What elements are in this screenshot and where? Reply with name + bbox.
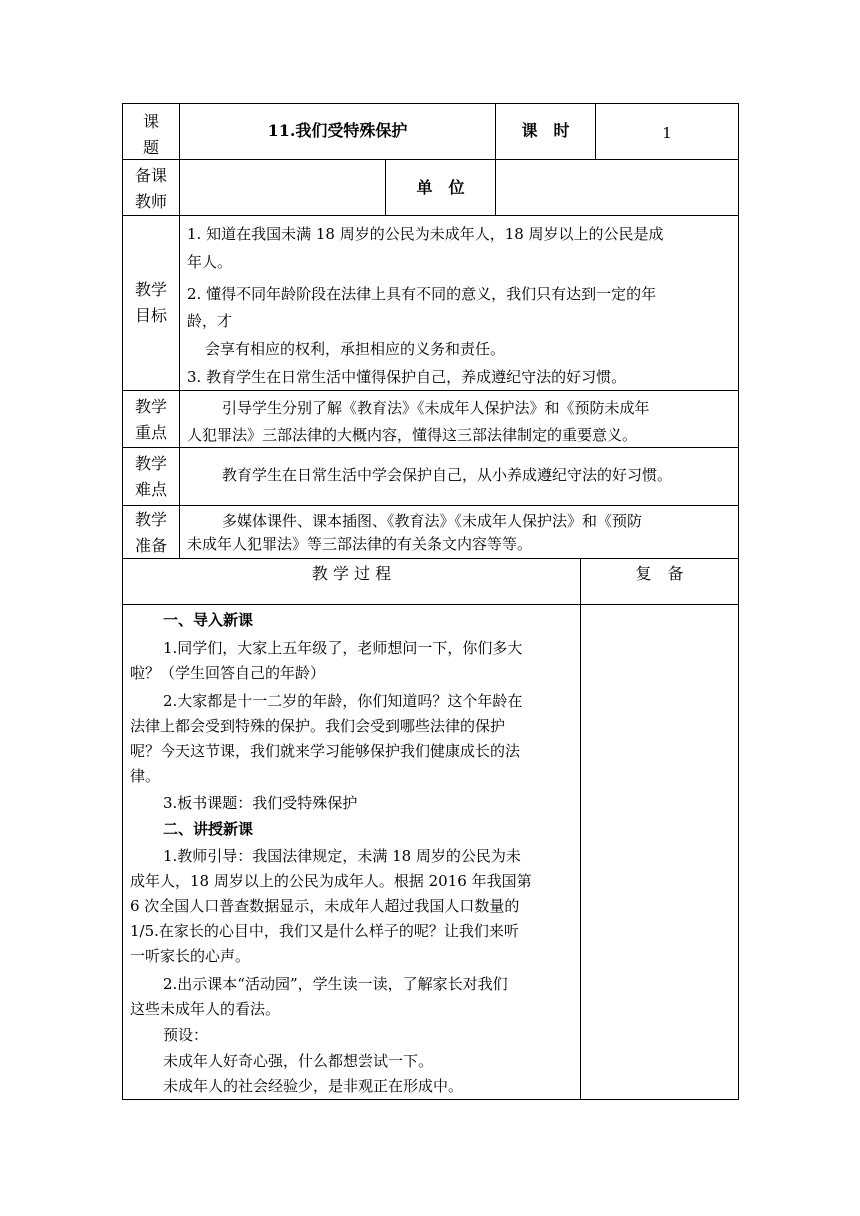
process-line: 6 次全国人口普查数据显示，未成年人超过我国人口数量的 <box>130 897 520 915</box>
key-points-line: 人犯罪法》三部法律的大概内容，懂得这三部法律制定的重要意义。 <box>187 426 638 444</box>
teacher-label <box>123 163 179 215</box>
goals-line: 3. 教育学生在日常生活中懂得保护自己，养成遵纪守法的好习惯。 <box>187 368 627 386</box>
process-line: 啦？（学生回答自己的年龄） <box>130 664 326 682</box>
process-line: 1/5.在家长的心目中，我们又是什么样子的呢？让我们来听 <box>130 922 519 940</box>
preparation-line: 多媒体课件、课本插图、《教育法》《未成年人保护法》和《预防 <box>222 512 643 530</box>
table-border-top <box>122 103 739 104</box>
preparation-label <box>123 507 179 559</box>
row-divider <box>122 215 739 216</box>
process-line: 1.同学们，大家上五年级了，老师想问一下，你们多大 <box>163 639 523 657</box>
difficulties-label-line1: 教学 <box>134 454 167 473</box>
process-line: 这些未成年人的看法。 <box>130 1000 281 1018</box>
table-border-right <box>738 103 739 1100</box>
period-label: 课 时 <box>521 121 570 140</box>
key-points-label-line1: 教学 <box>134 397 167 416</box>
goals-line: 2. 懂得不同年龄阶段在法律上具有不同的意义，我们只有达到一定的年 <box>187 285 657 303</box>
process-line: 预设： <box>163 1026 209 1044</box>
review-header: 复 备 <box>635 564 684 583</box>
unit-label: 单 位 <box>416 178 465 197</box>
label-column-divider <box>179 103 180 558</box>
period-value: 1 <box>662 124 672 142</box>
goals-label-line2: 目标 <box>134 306 167 325</box>
process-column-divider <box>580 558 581 1099</box>
row-divider <box>122 558 739 559</box>
process-line: 呢？今天这节课，我们就来学习能够保护我们健康成长的法 <box>130 742 521 760</box>
table-border-left <box>122 103 123 1100</box>
section-heading: 二、讲授新课 <box>163 820 254 838</box>
difficulties-line: 教育学生在日常生活中学会保护自己，从小养成遵纪守法的好习惯。 <box>222 466 673 484</box>
process-header: 教 学 过 程 <box>311 564 392 583</box>
process-line: 2.大家都是十一二岁的年龄，你们知道吗？这个年龄在 <box>163 692 523 710</box>
row-divider <box>122 505 739 506</box>
process-line: 3.板书课题：我们受特殊保护 <box>163 794 358 812</box>
section-heading: 一、导入新课 <box>163 611 254 629</box>
key-points-label-line2: 重点 <box>134 423 167 442</box>
difficulties-label-line2: 难点 <box>134 480 167 499</box>
topic-label <box>123 109 179 161</box>
key-points-line: 引导学生分别了解《教育法》《未成年人保护法》和《预防未成年 <box>222 399 650 417</box>
key-points-label <box>123 394 179 446</box>
goals-label <box>123 277 179 329</box>
process-line: 律。 <box>130 767 161 785</box>
process-line: 未成年人的社会经验少，是非观正在形成中。 <box>163 1077 464 1095</box>
row-divider <box>122 390 739 391</box>
process-line: 一听家长的心声。 <box>130 947 251 965</box>
goals-line: 龄，才 <box>187 312 233 330</box>
topic-label-line1: 课 <box>142 112 159 131</box>
goals-line: 会享有相应的权利，承担相应的义务和责任。 <box>205 340 506 358</box>
preparation-line: 未成年人犯罪法》等三部法律的有关条文内容等等。 <box>187 535 533 553</box>
table-border-bottom <box>122 1099 739 1100</box>
topic-label-line2: 题 <box>142 138 159 157</box>
goals-label-line1: 教学 <box>134 280 167 299</box>
process-line: 成年人，18 周岁以上的公民为成年人。根据 2016 年我国第 <box>130 872 532 890</box>
process-line: 1.教师引导：我国法律规定，未满 18 周岁的公民为未 <box>163 847 521 865</box>
lesson-title: 11.我们受特殊保护 <box>267 121 408 140</box>
column-divider <box>495 159 496 215</box>
process-line: 未成年人好奇心强，什么都想尝试一下。 <box>163 1052 434 1070</box>
teacher-label-line1: 备课 <box>134 166 167 185</box>
goals-line: 1. 知道在我国未满 18 周岁的公民为未成年人，18 周岁以上的公民是成 <box>187 225 664 243</box>
process-line: 法律上都会受到特殊的保护。我们会受到哪些法律的保护 <box>130 717 506 735</box>
goals-line: 年人。 <box>187 253 233 271</box>
preparation-label-line2: 准备 <box>134 536 167 555</box>
difficulties-label <box>123 451 179 503</box>
row-divider <box>122 604 739 605</box>
teacher-label-line2: 教师 <box>134 192 167 211</box>
row-divider <box>122 159 739 160</box>
preparation-label-line1: 教学 <box>134 510 167 529</box>
process-line: 2.出示课本“活动园”，学生读一读，了解家长对我们 <box>163 975 508 993</box>
